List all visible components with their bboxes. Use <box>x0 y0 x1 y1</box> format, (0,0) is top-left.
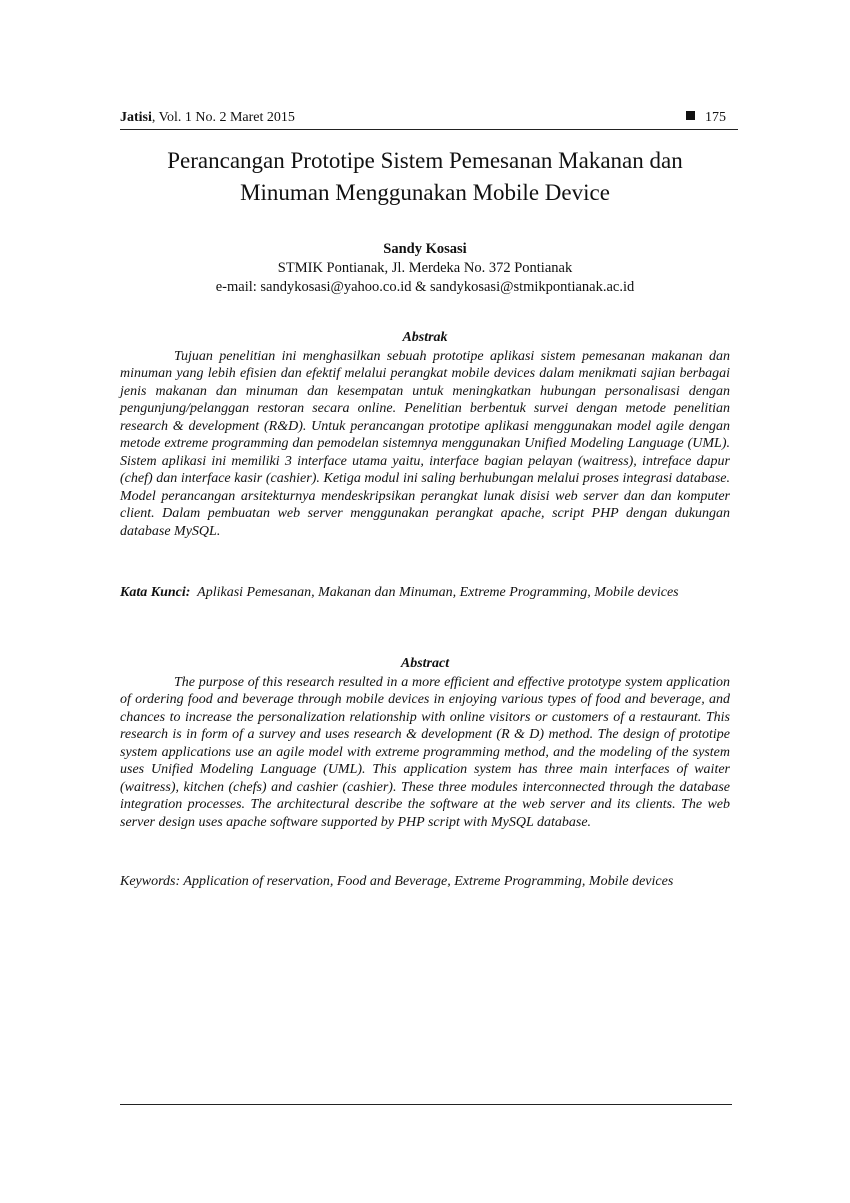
author-name: Sandy Kosasi <box>383 241 467 257</box>
kata-kunci <box>120 584 730 601</box>
keywords <box>120 873 730 890</box>
abstract-text: The purpose of this research resulted in a more efficient and effective prototype system application of ordering food and beverage through mobile devices in enjoying various types of food and beverage, and chances to increase the personalization relationship with online visitors or customers of a restaurant. This research is in form of a survey and uses research & development (R & D) method. The design of prototipe system applications use an agile model with extreme programming method, and the modeling of the system uses Unified Modeling Language (UML). This application system has three main interfaces of waiter (waitress), kitchen (chefs) and cashier (cashier). These three modules interconnected through the database integration processes. The architectural describe the software at the web server and its clients. The web server design uses apache software supported by PHP script with MySQL database. <box>120 675 730 830</box>
journal-issue: , Vol. 1 No. 2 Maret 2015 <box>151 110 295 125</box>
abstract-body <box>120 674 730 831</box>
running-header <box>120 109 738 130</box>
kata-kunci-label: Kata Kunci: <box>120 585 191 600</box>
keywords-text: Keywords: Application of reservation, Food and Beverage, Extreme Programming, Mobile devices <box>120 874 674 889</box>
title-line-1: Perancangan Prototipe Sistem Pemesanan Makanan dan <box>167 148 683 173</box>
author-block <box>80 240 770 297</box>
footer-rule <box>120 1104 732 1105</box>
square-bullet-icon <box>686 111 695 120</box>
title-line-2: Minuman Menggunakan Mobile Device <box>240 180 610 205</box>
author-email: e-mail: sandykosasi@yahoo.co.id & sandykosasi@stmikpontianak.ac.id <box>215 279 635 295</box>
journal-name: Jatisi <box>120 110 152 125</box>
author-affiliation: STMIK Pontianak, Jl. Merdeka No. 372 Pontianak <box>277 260 573 276</box>
journal-citation <box>120 109 295 127</box>
abstrak-body <box>120 348 730 540</box>
abstrak-text: Tujuan penelitian ini menghasilkan sebuah prototipe aplikasi sistem pemesanan makanan dan minuman yang lebih efisien dan efektif melalui perangkat mobile devices dalam menikmati sajian berbagai jenis makanan dan minuman dan kesempatan untuk meningkatkan hubungan personalisasi dengan pengunjung/pelanggan restoran secara online. Penelitian berbentuk survei dengan metode penelitian research & development (R&D). Untuk perancangan prototipe aplikasi menggunakan model agile dengan metode extreme programming dan pemodelan sistemnya menggunakan Unified Modeling Language (UML). Sistem aplikasi ini memiliki 3 interface utama yaitu, interface bagian pelayan (waitress), intreface dapur (chef) dan interface kasir (cashier). Ketiga modul ini saling berhubungan melalui proses integrasi database. Model perancangan arsitekturnya mendeskripsikan perangkat lunak disisi web server dan dan komputer client. Dalam pembuatan web server menggunakan perangkat apache, script PHP dengan dukungan database MySQL. <box>120 349 730 539</box>
page-number-block <box>686 109 726 127</box>
abstract-heading: Abstract <box>400 656 450 671</box>
page-number: 175 <box>705 110 726 125</box>
paper-title <box>80 145 770 209</box>
kata-kunci-text: Aplikasi Pemesanan, Makanan dan Minuman, Extreme Programming, Mobile devices <box>197 585 679 600</box>
abstrak-heading: Abstrak <box>402 330 448 345</box>
